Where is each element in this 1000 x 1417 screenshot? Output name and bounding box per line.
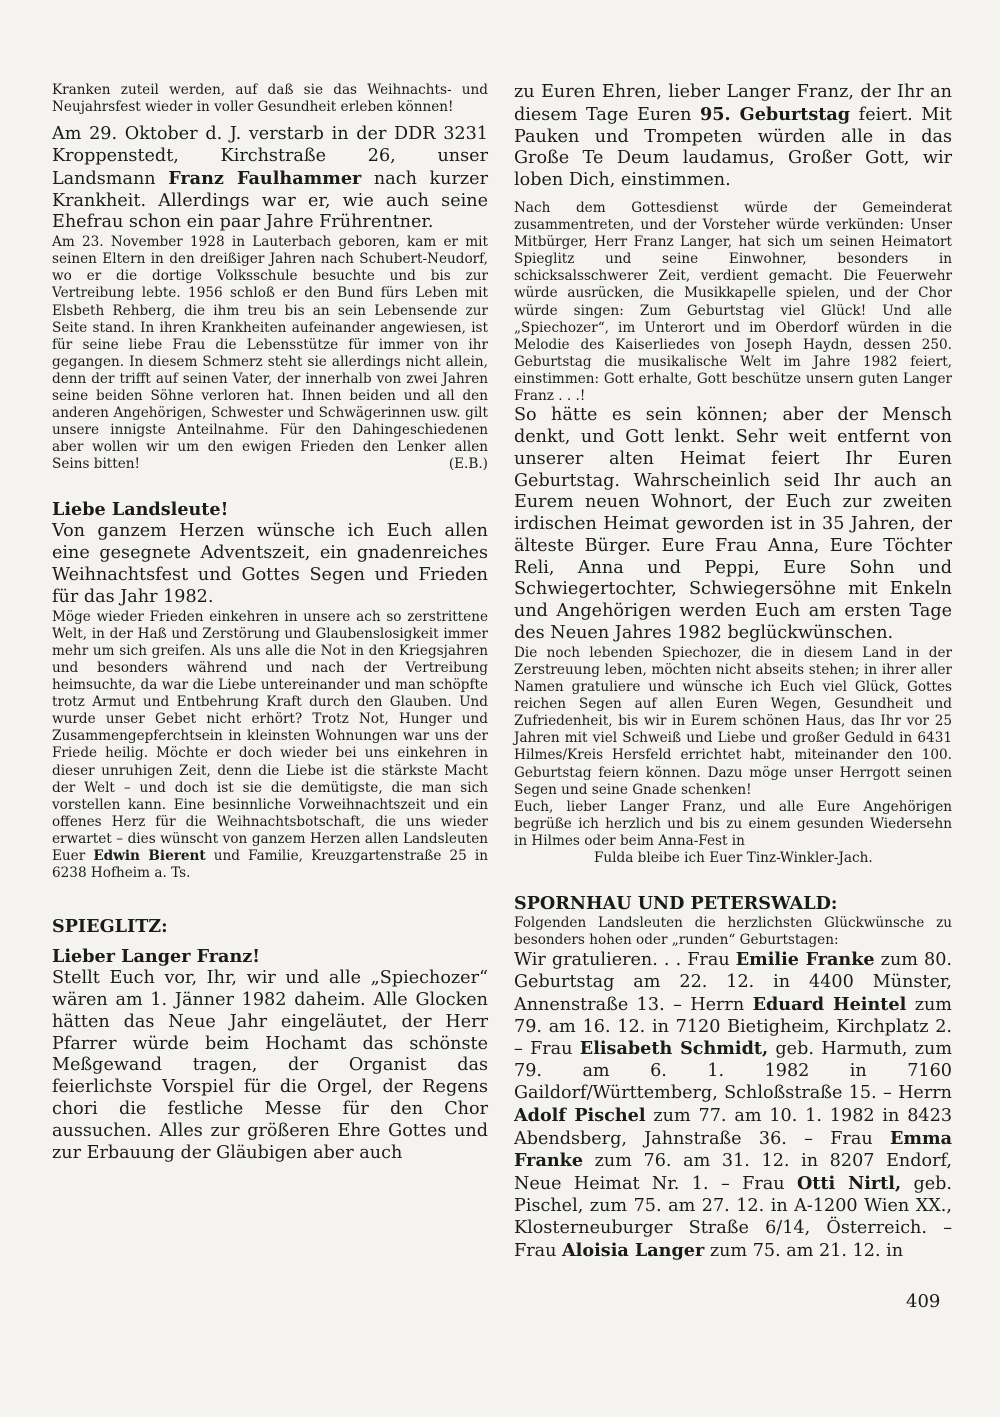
person-name: Emma Franke bbox=[514, 1127, 952, 1172]
text-run: zum 76. am 31. 12. in 8207 Endorf, Neue Heimat Nr. 1. – Frau bbox=[514, 1151, 952, 1195]
obituary-body bbox=[52, 234, 488, 473]
emphasis: 95. Geburtstag bbox=[699, 103, 851, 125]
text-run: geb. Harmuth, zum 79. am 6. 1. 1982 in 7160 Gaildorf/Württemberg, Schloßstraße 15. – Herrn bbox=[514, 1039, 953, 1104]
text-run: nach kurzer Krankheit. Allerdings war er, wie auch seine Ehefrau schon ein paar Jahre Frührentner. bbox=[52, 168, 488, 233]
paragraph: Die noch lebenden Spiechozer, die in diesem Land in der Zerstreuung leben, möchten nicht abseits stehen; in ihrer aller Namen gratuliere und wünsche ich Euch viel Glück, Gottes reichen Segen auf allen Euren Wegen, Gesundheit und Zufriedenheit, bis wir in Eurem schönen Haus, das Ihr vor 25 Jahren mit viel Schweiß und Liebe und großer Geduld in 6431 Hilmes/Kreis Hersfeld errichtet habt, miteinander den 100. Geburtstag feiern können. Dazu möge unser Herrgott seinen Segen und seine Gnade schenken! bbox=[514, 644, 952, 798]
text-run: geb. Pischel, zum 75. am 27. 12. in A-1200 Wien XX., Klosterneuburger Straße 6/14, Österreich. – Frau bbox=[514, 1174, 953, 1261]
text-run: Möge wieder Frieden einkehren in unsere ach so zerstrittene Welt, in der Haß und Zerstörung und Glaubenslosigkeit immer mehr um sich greifen. Als uns alle die Not in den Kriegsjahren und besonders während und nach der Vertreibung heimsuchte, da war die Liebe untereinander und man schöpfte trotz Armut und Entbehrung Kraft durch den Glauben. Und wurde unser Gebet nicht erhört? Trotz Not, Hunger und Zusammengepferchtsein in kleinsten Wohnungen war uns der Friede heilig. Möchte er doch wieder bei uns einkehren in dieser unruhigen Zeit, denn die Liebe ist die stärkste Macht der Welt – und doch ist sie die demütigste, die man sich vorstellen kann. Eine besinnliche Vorweihnachtszeit und ein offenes Herz für die Weihnachtsbotschaft, die uns wieder erwartet – dies wünscht von ganzem Herzen allen Landsleuten Euer bbox=[52, 608, 488, 864]
person-name: Emilie Franke bbox=[735, 949, 875, 971]
text-run: zum 79. am 16. 12. in 7120 Bietigheim, Kirchplatz 2. – Frau bbox=[514, 994, 952, 1060]
paragraph: Euch, lieber Langer Franz, und alle Eure Angehörigen begrüße ich herzlich und bis zu einem gesunden Wiedersehn in Hilmes oder beim Anna-Fest in bbox=[514, 798, 952, 849]
birthday-list bbox=[514, 949, 952, 1262]
right-column bbox=[514, 82, 952, 1262]
page-number: 409 bbox=[906, 1291, 941, 1312]
text-run: feiert. Mit Pauken und Trompeten würden alle in das Große Te Deum laudamus, Großer Gott, wir loben Dich, einstimmen. bbox=[514, 104, 952, 191]
person-name: Franz Faulhammer bbox=[168, 167, 362, 189]
text-run: Am 29. Oktober d. J. verstarb in der DDR 3231 Kroppenstedt, Kirchstraße 26, unser Landsmann bbox=[52, 124, 488, 189]
letter-signature: Fulda bleibe ich Euer Tinz-Winkler-Jach. bbox=[594, 850, 873, 866]
greeting-body bbox=[52, 609, 488, 883]
text-run: zum 80. Geburtstag am 22. 12. in 4400 Münster, Annenstraße 13. – Herrn bbox=[514, 950, 952, 1015]
text-run: zum 77. am 10. 1. 1982 in 8423 Abendsberg, Jahnstraße 36. – Frau bbox=[514, 1105, 953, 1149]
obituary-lead bbox=[52, 124, 488, 234]
letter-continued bbox=[514, 82, 952, 192]
person-name: Otti Nirtl, bbox=[796, 1173, 902, 1195]
letter-salutation: Lieber Langer Franz! bbox=[52, 946, 260, 968]
person-name: Aloisia Langer bbox=[562, 1239, 705, 1261]
paragraph: Folgenden Landsleuten die herzlichsten Glückwünsche zu besonders hohen oder „runden“ Geburtstagen: bbox=[514, 915, 952, 949]
section-heading: SPIEGLITZ: bbox=[52, 916, 168, 938]
person-name: Adolf Pischel bbox=[514, 1104, 646, 1126]
text-run: zum 75. am 21. 12. in bbox=[704, 1240, 904, 1261]
letter-body: Stellt Euch vor, Ihr, wir und alle „Spiechozer“ wären am 1. Jänner 1982 daheim. Alle Glocken hätten das Neue Jahr eingeläutet, der Herr Pfarrer würde beim Hochamt das schönste Meßgewand tragen, der Organist das feierlichste Vorspiel für die Orgel, der Regens chori die festliche Messe für den Chor aussuchen. Alles zur größeren Ehre Gottes und zur Erbauung der Gläubigen aber auch bbox=[52, 968, 488, 1163]
text-run: zu Euren Ehren, lieber Langer Franz, der Ihr an diesem Tage Euren bbox=[514, 82, 952, 125]
text-run: Wir gratulieren. . . Frau bbox=[514, 950, 736, 971]
paragraph: Kranken zuteil werden, auf daß sie das Weihnachts- und Neujahrsfest wieder in voller Gesundheit erleben können! bbox=[52, 82, 488, 116]
text-run: Am 23. November 1928 in Lauterbach geboren, kam er mit seinen Eltern in den dreißiger Jahren nach Schubert-Neudorf, wo er die dortige Volksschule besuchte und bis zur Vertreibung lebte. 1956 schloß er den Bund fürs Leben mit Elsbeth Rehberg, die ihm treu bis an sein Lebensende zur Seite stand. In ihren Krankheiten aufeinander angewiesen, ist für seine liebe Frau die Lebensstütze für immer von ihr gegangen. In diesem Schmerz steht sie allerdings nicht allein, denn der trifft auf seinen Vater, der innerhalb von zwei Jahren seine beiden Söhne verloren hat. Ihnen beiden und all den anderen Angehörigen, Schwester und Schwägerinnen usw. gilt unsere innigste Anteilnahme. Für den Dahingeschiedenen aber wollen wir um den ewigen Frieden den Lenker allen Seins bitten! bbox=[52, 234, 488, 473]
paragraph: Nach dem Gottesdienst würde der Gemeinderat zusammentreten, und der Vorsteher würde verkünden: Unser Mitbürger, Herr Franz Langer, hat sich um seinen Heimatort Spieglitz und seine Einwohner, besonders in schicksalsschwerer Zeit, verdient gemacht. Die Feuerwehr würde ausrücken, die Musikkapelle spielen, und der Chor würde singen: Zum Geburtstag viel Glück! Und alle „Spiechozer“, im Unterort und im Oberdorf würden in die Melodie des Kaiserliedes von Joseph Haydn, dessen 250. Geburtstag die musikalische Welt im Jahre 1982 feiert, einstimmen: Gott erhalte, Gott beschütze unsern guten Langer Franz . . .! bbox=[514, 199, 952, 405]
section-heading: SPORNHAU UND PETERSWALD: bbox=[514, 893, 838, 915]
section-heading: Liebe Landsleute! bbox=[52, 499, 229, 521]
person-name: Edwin Bierent bbox=[93, 847, 206, 864]
left-column bbox=[52, 82, 488, 1164]
paragraph: So hätte es sein können; aber der Mensch denkt, und Gott lenkt. Sehr weit entfernt von unserer alten Heimat feiert Ihr Euren Geburtstag. Wahrscheinlich seid Ihr auch an Eurem neuen Wohnort, der Euch zur zweiten irdischen Heimat geworden ist in 35 Jahren, der älteste Bürger. Eure Frau Anna, Eure Töchter Reli, Anna und Peppi, Eure Sohn und Schwiegertochter, Schwiegersöhne mit Enkeln und Angehörigen werden Euch am ersten Tage des Neuen Jahres 1982 beglückwünschen. bbox=[514, 405, 952, 644]
greeting-lead: Von ganzem Herzen wünsche ich Euch allen eine gesegnete Adventszeit, ein gnadenreiches Weihnachtsfest und Gottes Segen und Frieden für das Jahr 1982. bbox=[52, 521, 488, 607]
person-name: Elisabeth Schmidt, bbox=[579, 1038, 769, 1060]
author-signature: (E.B.) bbox=[448, 456, 488, 473]
person-name: Eduard Heintel bbox=[752, 993, 907, 1015]
text-run: und Familie, Kreuzgartenstraße 25 in 6238 Hofheim a. Ts. bbox=[52, 847, 488, 882]
